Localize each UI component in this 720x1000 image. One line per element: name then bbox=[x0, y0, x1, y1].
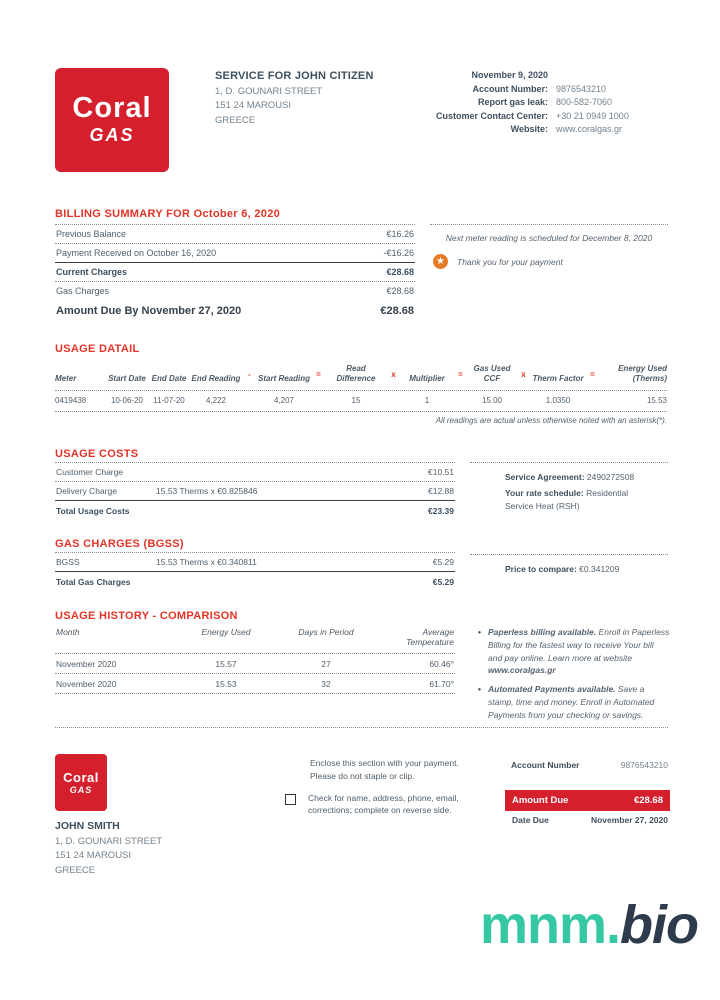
rate-schedule-line bbox=[505, 487, 655, 512]
table-row bbox=[55, 243, 415, 262]
table-row bbox=[55, 281, 415, 300]
bullet-lead: Automated Payments available. bbox=[487, 684, 616, 694]
read-difference-value: 15 bbox=[351, 396, 361, 405]
column-header: Month bbox=[56, 627, 80, 637]
billing-side-notes bbox=[430, 224, 668, 269]
rate-info-box bbox=[470, 462, 668, 516]
service-for-title: SERVICE FOR JOHN CITIZEN bbox=[215, 70, 374, 82]
column-header: Read Difference bbox=[336, 364, 376, 383]
star-icon: ★ bbox=[433, 254, 448, 269]
corrections-check-row bbox=[285, 792, 490, 818]
energy-used-value: 15.53 bbox=[646, 396, 667, 405]
equals-operator: = bbox=[590, 369, 595, 379]
price-to-compare-box bbox=[470, 554, 668, 579]
amount-due-row bbox=[55, 300, 415, 321]
service-address-line: 1, D. GOUNARI STREET bbox=[215, 85, 323, 97]
column-header: Days in Period bbox=[298, 627, 354, 637]
logo-gas-text: GAS bbox=[89, 125, 135, 145]
amount-due-label: Amount Due bbox=[512, 795, 569, 806]
column-header: Energy Used bbox=[201, 627, 251, 637]
bullet-text bbox=[488, 626, 670, 677]
amount-due-value: €28.68 bbox=[380, 305, 414, 317]
billing-summary-title: BILLING SUMMARY FOR October 6, 2020 bbox=[55, 208, 281, 220]
date-due-label: Date Due bbox=[512, 815, 549, 825]
spacer bbox=[517, 396, 530, 405]
equals-operator: = bbox=[316, 369, 321, 379]
column-header: Therm Factor bbox=[532, 374, 584, 383]
paperless-billing-bullet bbox=[478, 626, 670, 677]
amount-due-value: €28.68 bbox=[633, 795, 663, 806]
stub-account-value: 9876543210 bbox=[620, 760, 668, 770]
minus-operator: - bbox=[248, 369, 251, 379]
start-reading-value: 4,207 bbox=[273, 396, 295, 405]
account-number-label: Account Number: bbox=[472, 83, 548, 94]
billing-summary-table bbox=[55, 224, 415, 321]
stub-payment-summary bbox=[505, 760, 670, 825]
column-header: Start Date bbox=[108, 374, 146, 383]
website-link-text: www.coralgas.gr bbox=[487, 665, 556, 676]
service-agreement-line bbox=[505, 471, 668, 483]
watermark-part2: bio bbox=[620, 895, 698, 955]
account-number-value: 9876543210 bbox=[556, 83, 607, 94]
usage-detail-title: USAGE DATAIL bbox=[55, 343, 140, 355]
bill-date-row bbox=[415, 70, 670, 80]
column-header: Average Temperature bbox=[406, 627, 454, 647]
total-value: €23.39 bbox=[428, 505, 454, 516]
contact-center-label: Customer Contact Center: bbox=[435, 110, 548, 121]
row-detail: 15.53 Therms x €0.340811 bbox=[156, 557, 257, 567]
spacer bbox=[454, 396, 467, 405]
row-label: BGSS bbox=[56, 557, 80, 567]
total-label: Total Usage Costs bbox=[56, 505, 130, 516]
gas-leak-row bbox=[415, 97, 670, 107]
row-label: Customer Charge bbox=[56, 467, 124, 477]
rate-schedule-label: Your rate schedule: bbox=[505, 488, 584, 499]
row-value: €28.68 bbox=[386, 286, 414, 296]
info-bullets bbox=[478, 626, 670, 727]
stub-mailing-address bbox=[55, 820, 162, 876]
energy-used-value: 15.53 bbox=[215, 678, 237, 689]
logo-coral-text: Coral bbox=[72, 92, 152, 124]
table-row bbox=[55, 552, 455, 571]
rate-schedule-value: Residential Service Heat (RSH) bbox=[505, 488, 629, 511]
total-label: Total Gas Charges bbox=[56, 576, 131, 587]
table-row bbox=[55, 462, 455, 481]
amount-due-banner bbox=[505, 790, 670, 811]
website-value: www.coralgas.gr bbox=[556, 124, 623, 134]
row-detail bbox=[156, 467, 384, 477]
logo-gas-text: GAS bbox=[69, 784, 93, 795]
avg-temp-value: 61.70° bbox=[429, 678, 454, 689]
gas-leak-value: 800-582-7060 bbox=[556, 97, 613, 107]
column-header: Multiplier bbox=[409, 374, 445, 383]
service-agreement-label: Service Agreement: bbox=[505, 472, 585, 482]
row-value: -€16.26 bbox=[383, 248, 414, 258]
column-header: Meter bbox=[55, 374, 77, 383]
automated-payments-bullet bbox=[478, 683, 670, 721]
usage-history-title: USAGE HISTORY - COMPARISON bbox=[55, 610, 238, 622]
service-address-line: 151 24 MAROUSI bbox=[215, 100, 292, 111]
therm-factor-value: 1.0350 bbox=[545, 396, 571, 405]
usage-detail-header-row bbox=[55, 364, 667, 391]
contact-center-row bbox=[415, 111, 670, 121]
row-value: €28.68 bbox=[386, 267, 414, 277]
bullet-text bbox=[488, 683, 670, 721]
gas-charges-title: GAS CHARGES (BGSS) bbox=[55, 538, 184, 550]
column-header: End Date bbox=[151, 374, 187, 383]
mnm-bio-watermark bbox=[479, 895, 698, 955]
table-row bbox=[55, 262, 415, 281]
account-number-row bbox=[415, 84, 670, 94]
spacer bbox=[312, 396, 325, 405]
service-address-block bbox=[215, 70, 374, 126]
total-usage-costs-row bbox=[55, 500, 455, 520]
bill-date: November 9, 2020 bbox=[471, 70, 548, 80]
row-label: Previous Balance bbox=[56, 229, 127, 239]
row-label: Payment Received on October 16, 2020 bbox=[56, 248, 217, 258]
price-to-compare-label: Price to compare: bbox=[505, 564, 577, 574]
column-header: Start Reading bbox=[258, 374, 311, 383]
row-label: Gas Charges bbox=[56, 286, 110, 296]
stub-instructions bbox=[285, 757, 490, 817]
watermark-part1: mnm. bbox=[479, 895, 621, 955]
enclose-instruction bbox=[285, 757, 490, 783]
amount-due-label: Amount Due By November 27, 2020 bbox=[56, 305, 242, 317]
gas-used-ccf-value: 15.00 bbox=[481, 396, 503, 405]
table-bottom-rule bbox=[55, 693, 455, 694]
table-row bbox=[55, 653, 455, 673]
bullet-icon: • bbox=[478, 627, 481, 637]
column-header: Energy Used (Therms) bbox=[618, 364, 667, 383]
gas-leak-label: Report gas leak: bbox=[477, 97, 548, 107]
usage-costs-title: USAGE COSTS bbox=[55, 448, 139, 460]
days-value: 32 bbox=[321, 678, 331, 689]
total-gas-charges-row bbox=[55, 571, 455, 591]
multiplier-value: 1 bbox=[424, 396, 430, 405]
usage-detail-value-row bbox=[55, 391, 667, 412]
total-value: €5.29 bbox=[432, 576, 454, 587]
spacer bbox=[243, 396, 256, 405]
table-row bbox=[55, 224, 415, 243]
spacer bbox=[387, 396, 400, 405]
table-row bbox=[55, 673, 455, 693]
customer-name: JOHN SMITH bbox=[55, 820, 120, 832]
thank-you-note: Thank you for your payment bbox=[457, 256, 563, 267]
service-address-line: GREECE bbox=[215, 114, 256, 126]
bullet-icon: • bbox=[478, 684, 481, 694]
usage-history-table bbox=[55, 624, 455, 694]
price-to-compare-line bbox=[505, 563, 668, 575]
thank-you-row bbox=[430, 254, 668, 269]
row-value: €10.51 bbox=[428, 467, 454, 477]
end-date-value: 11-07-20 bbox=[153, 396, 185, 405]
service-agreement-value: 2490272508 bbox=[584, 472, 635, 482]
energy-used-value: 15.57 bbox=[215, 658, 237, 669]
end-reading-value: 4,222 bbox=[205, 396, 227, 405]
stub-address-line: 151 24 MAROUSI bbox=[55, 850, 132, 861]
enclose-line: Please do not staple or clip. bbox=[310, 770, 415, 781]
stub-account-label: Account Number bbox=[511, 760, 580, 770]
usage-costs-table bbox=[55, 462, 455, 520]
corrections-checkbox-label: Check for name, address, phone, email, corrections; complete on reverse side. bbox=[308, 792, 459, 816]
price-to-compare-value: €0.341209 bbox=[576, 564, 620, 574]
multiply-operator: x bbox=[521, 369, 526, 379]
bullet-lead: Paperless billing available. bbox=[487, 627, 597, 637]
logo-coral-text: Coral bbox=[63, 769, 99, 785]
avg-temp-value: 60.46° bbox=[429, 658, 454, 669]
row-value: €16.26 bbox=[386, 229, 414, 239]
stub-account-row bbox=[505, 760, 670, 770]
equals-operator: = bbox=[458, 369, 463, 379]
spacer bbox=[586, 396, 599, 405]
corrections-checkbox[interactable] bbox=[285, 794, 296, 805]
perforation-line bbox=[55, 727, 668, 728]
month-value: November 2020 bbox=[56, 658, 117, 669]
date-due-value: November 27, 2020 bbox=[590, 815, 668, 825]
enclose-line: Enclose this section with your payment. bbox=[310, 758, 459, 768]
contact-center-value: +30 21 0949 1000 bbox=[556, 110, 629, 121]
row-value: €12.88 bbox=[428, 486, 454, 496]
column-header: Gas Used CCF bbox=[473, 364, 511, 383]
coral-gas-logo bbox=[55, 68, 169, 172]
days-value: 27 bbox=[321, 658, 331, 669]
website-row bbox=[415, 124, 670, 134]
meter-value: 0419438 bbox=[55, 396, 87, 405]
stub-address-line: GREECE bbox=[55, 864, 96, 876]
table-row bbox=[55, 481, 455, 500]
gas-charges-table bbox=[55, 552, 455, 591]
row-label: Current Charges bbox=[56, 267, 128, 277]
month-value: November 2020 bbox=[56, 678, 117, 689]
multiply-operator: x bbox=[391, 369, 396, 379]
row-label: Delivery Charge bbox=[56, 486, 117, 496]
bullet-body: Save a stamp, time and money. Enroll in Automated Payments from your checking or savings. bbox=[487, 684, 655, 720]
website-label: Website: bbox=[510, 124, 548, 134]
start-date-value: 10-06-20 bbox=[110, 396, 144, 405]
column-header: End Reading bbox=[191, 374, 241, 383]
row-detail: 15.53 Therms x €0.825846 bbox=[156, 486, 258, 496]
stub-address-line: 1, D. GOUNARI STREET bbox=[55, 835, 163, 847]
date-due-row bbox=[505, 811, 670, 825]
bullet-body: Enroll in Paperless Billing for the fastest way to receive Your bill and pay online. Learn more at website bbox=[487, 627, 670, 663]
usage-detail-section bbox=[55, 343, 667, 425]
account-info-block bbox=[415, 70, 670, 138]
usage-history-header-row bbox=[55, 624, 455, 653]
row-value: €5.29 bbox=[432, 557, 454, 567]
readings-note: All readings are actual unless otherwise noted with an asterisk(*). bbox=[435, 416, 667, 425]
next-reading-note: Next meter reading is scheduled for December 8, 2020 bbox=[445, 233, 653, 243]
coral-gas-logo-small bbox=[55, 754, 107, 811]
